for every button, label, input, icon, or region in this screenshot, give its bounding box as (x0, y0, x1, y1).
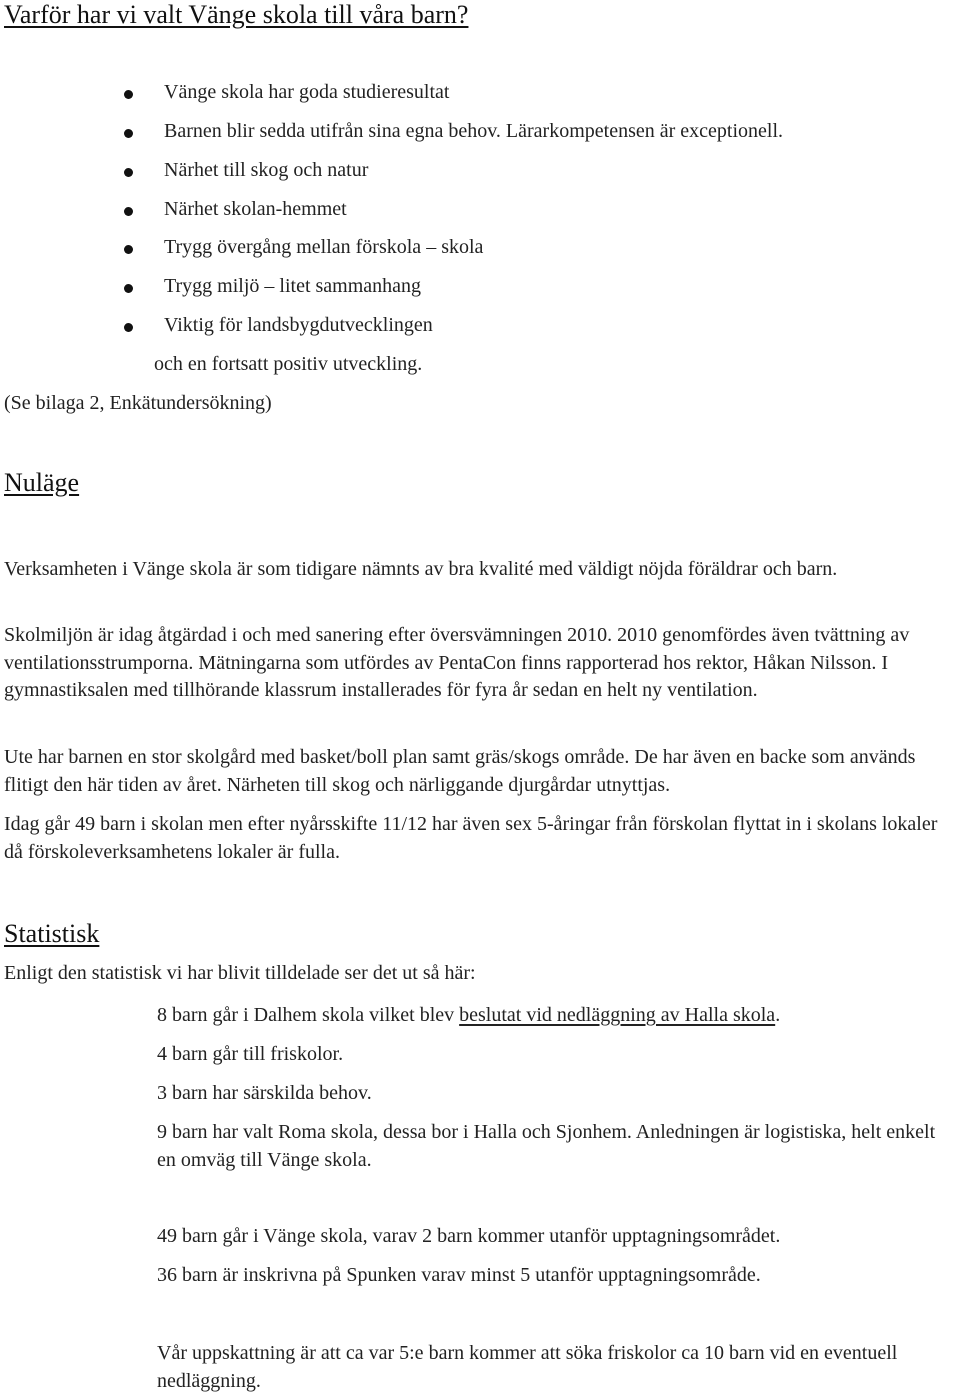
statistic-item: 49 barn går i Vänge skola, varav 2 barn kommer utanför upptagningsområdet. (157, 1225, 781, 1247)
paragraph: Verksamheten i Vänge skola är som tidigare nämnts av bra kvalité med väldigt nöjda föräldrar och barn. (4, 558, 838, 580)
bullet-icon (124, 90, 133, 99)
reasons-continuation: och en fortsatt positiv utveckling. (154, 353, 423, 375)
bullet-icon (124, 245, 133, 254)
bullet-icon (124, 168, 133, 177)
statistic-item: Vår uppskattning är att ca var 5:e barn kommer att söka friskolor ca 10 barn vid en eventuell nedläggning. (157, 1342, 898, 1392)
statistic-item: 3 barn har särskilda behov. (157, 1082, 372, 1104)
statistic-item: 4 barn går till friskolor. (157, 1043, 344, 1065)
bullet-icon (124, 323, 133, 332)
section-heading-nulage: Nuläge (4, 468, 80, 497)
document-page: Varför har vi valt Vänge skola till våra barn? Vänge skola har goda studieresultat Barnen blir sedda utifrån sina egna behov. Lärarkompetensen är exceptionell. Närhet till skog och natur Närhet skolan-hemmet Trygg övergång mellan förskola – skola Trygg miljö – litet sammanhang Viktig för landsbygdutvecklingen och en fortsatt positiv utveckling. (Se bilaga 2, Enkätundersökning) Nuläge Verksamheten i Vänge skola är som tidigare nämnts av bra kvalité med väldigt nöjda föräldrar och barn. Skolmiljön är idag åtgärdad i och med sanering efter översvämningen 2010. 2010 genomfördes även tvättning av ventilationsstrumporna. Mätningarna som utfördes av PentaCon finns rapporterad hos rektor, Håkan Nilsson. I gymnastiksalen med tillhörande klassrum installerades för fyra år sedan en helt ny ventilation. Ute har barnen en stor skolgård med basket/boll plan samt gräs/skogs område. De har även en backe som används flitigt den här tiden av året. Närheten till skog och närliggande djurgårdar utnyttjas. Idag går 49 barn i skolan men efter nyårsskifte 11/12 har även sex 5-åringar från förskolan flyttat in i skolans lokaler då förskoleverksamhetens lokaler är fulla. Statistisk Enligt den statistisk vi har blivit tilldelade ser det ut så här: 8 barn går i Dalhem skola vilket blev beslutat vid nedläggning av Halla skola. 4 barn går till friskolor. 3 barn har särskilda behov. 9 barn har valt Roma skola, dessa bor i Halla och Sjonhem. Anledningen är logistiska, helt enkelt en omväg till Vänge skola. 49 barn går i Vänge skola, varav 2 barn kommer utanför upptagningsområdet. 36 barn är inskrivna på Spunken varav minst 5 utanför upptagningsområde. Vår uppskattning är att ca var 5:e barn kommer att söka friskolor ca 10 barn vid en eventuell nedläggning. (0, 0, 960, 1394)
statistic-item: 9 barn har valt Roma skola, dessa bor i Halla och Sjonhem. Anledningen är logistiska, helt enkelt en omväg till Vänge skola. (157, 1121, 936, 1171)
statistic-item: 36 barn är inskrivna på Spunken varav minst 5 utanför upptagningsområde. (157, 1264, 761, 1286)
page-title: Varför har vi valt Vänge skola till våra barn? (4, 0, 469, 29)
bullet-icon (124, 207, 133, 216)
paragraph: Ute har barnen en stor skolgård med basket/boll plan samt gräs/skogs område. De har även en backe som används flitigt den här tiden av året. Närheten till skog och närliggande djurgårdar utnyttjas. (4, 746, 916, 796)
section-heading-statistisk: Statistisk (4, 919, 100, 948)
paragraph: Idag går 49 barn i skolan men efter nyårsskifte 11/12 har även sex 5-åringar från förskolan flyttat in i skolans lokaler då förskoleverksamhetens lokaler är fulla. (4, 813, 938, 863)
statistic-item: 8 barn går i Dalhem skola vilket blev beslutat vid nedläggning av Halla skola. (157, 1004, 781, 1026)
bullet-icon (124, 284, 133, 293)
reference-note: (Se bilaga 2, Enkätundersökning) (4, 392, 272, 414)
bullet-icon (124, 129, 133, 138)
statistics-intro: Enligt den statistisk vi har blivit tilldelade ser det ut så här: (4, 962, 476, 984)
paragraph: Skolmiljön är idag åtgärdad i och med sanering efter översvämningen 2010. 2010 genomfördes även tvättning av ventilationsstrumporna. Mätningarna som utfördes av PentaCon finns rapporterad hos rektor, Håkan Nilsson. I gymnastiksalen med tillhörande klassrum installerades för fyra år sedan en helt ny ventilation. (4, 624, 910, 701)
underlined-phrase: beslutat vid nedläggning av Halla skola (459, 1004, 776, 1026)
